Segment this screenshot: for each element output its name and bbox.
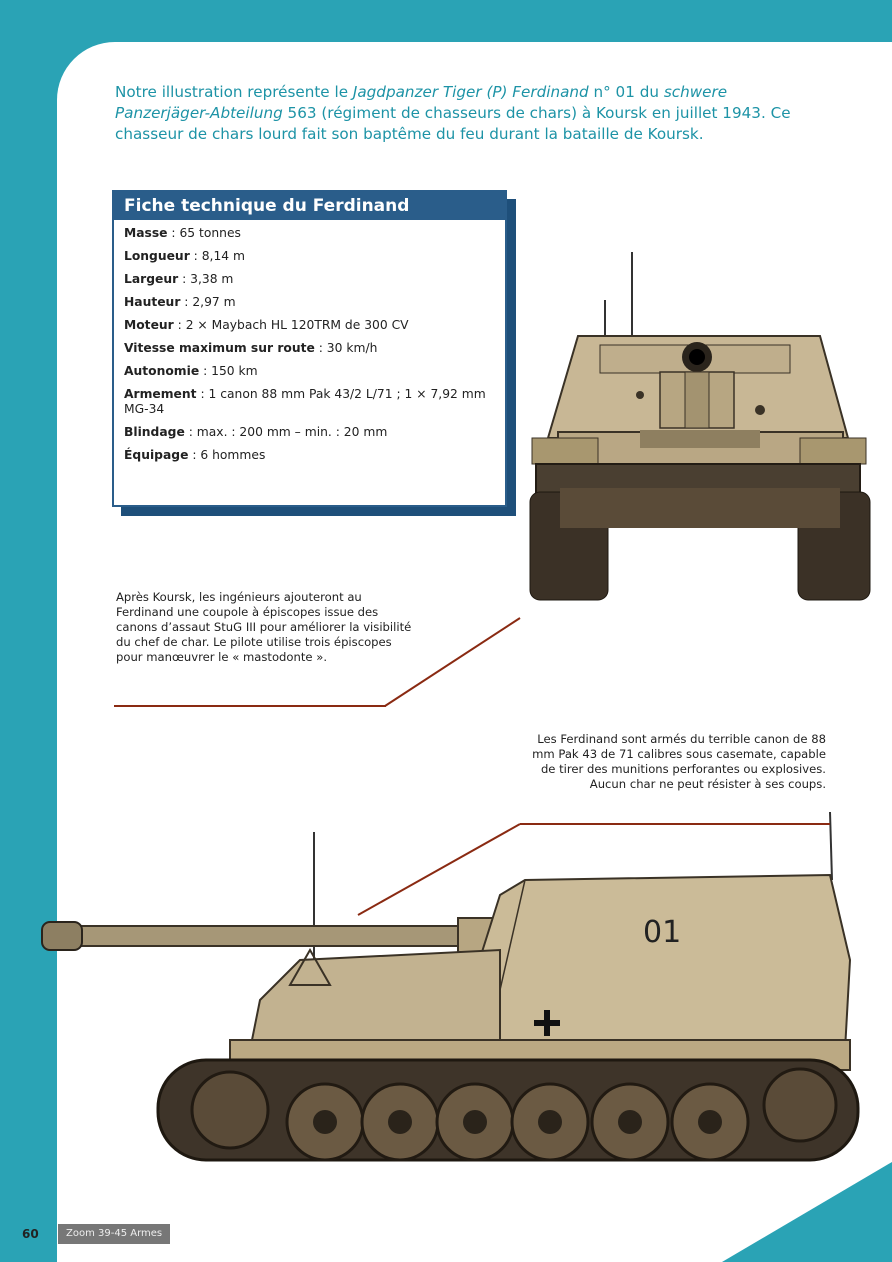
gun-caption: Les Ferdinand sont armés du terrible canon de 88 mm Pak 43 de 71 calibres sous casemate, capable de tirer des munitions perforantes ou explosives. Aucun char ne peut résister à ses coups.	[532, 732, 826, 791]
vehicle-number: 01	[643, 915, 682, 950]
spec-item: Moteur : 2 × Maybach HL 120TRM de 300 CV	[124, 318, 409, 332]
spec-item: Armement : 1 canon 88 mm Pak 43/2 L/71 ; 1 × 7,92 mm MG-34	[124, 387, 486, 416]
spec-item: Masse : 65 tonnes	[124, 226, 241, 240]
spec-item: Largeur : 3,38 m	[124, 272, 234, 286]
spec-sheet-title: Fiche technique du Ferdinand	[114, 192, 505, 220]
spec-item: Blindage : max. : 200 mm – min. : 20 mm	[124, 425, 388, 439]
cupola-caption: Après Koursk, les ingénieurs ajouteront au Ferdinand une coupole à épiscopes issue des canons d’assaut StuG III pour améliorer la visibilité du chef de char. Le pilote utilise trois épiscopes pour manœuvrer le « mastodonte ».	[116, 590, 412, 664]
intro-text-3: n° 01 du	[588, 83, 664, 101]
intro-text-5: 563 (régiment de chasseurs de chars) à Koursk en juillet 1943. Ce chasseur de chars lourd fait son baptême du feu durant la bataille de Koursk.	[115, 104, 791, 143]
spec-item: Équipage : 6 hommes	[124, 448, 266, 462]
intro-unit-name: schwere Panzerjäger-Abteilung	[115, 83, 728, 122]
spec-item: Vitesse maximum sur route : 30 km/h	[124, 341, 378, 355]
cupola-callout-line	[385, 618, 520, 706]
page-number: 60	[22, 1227, 39, 1241]
footer-tag: Zoom 39-45 Armes	[58, 1224, 170, 1244]
gun-callout-line	[358, 824, 520, 915]
spec-item: Longueur : 8,14 m	[124, 249, 245, 263]
intro-vehicle-name: Jagdpanzer Tiger (P) Ferdinand	[352, 83, 589, 101]
intro-text-1: Notre illustration représente le	[115, 83, 353, 101]
spec-item: Hauteur : 2,97 m	[124, 295, 236, 309]
spec-item: Autonomie : 150 km	[124, 364, 258, 378]
